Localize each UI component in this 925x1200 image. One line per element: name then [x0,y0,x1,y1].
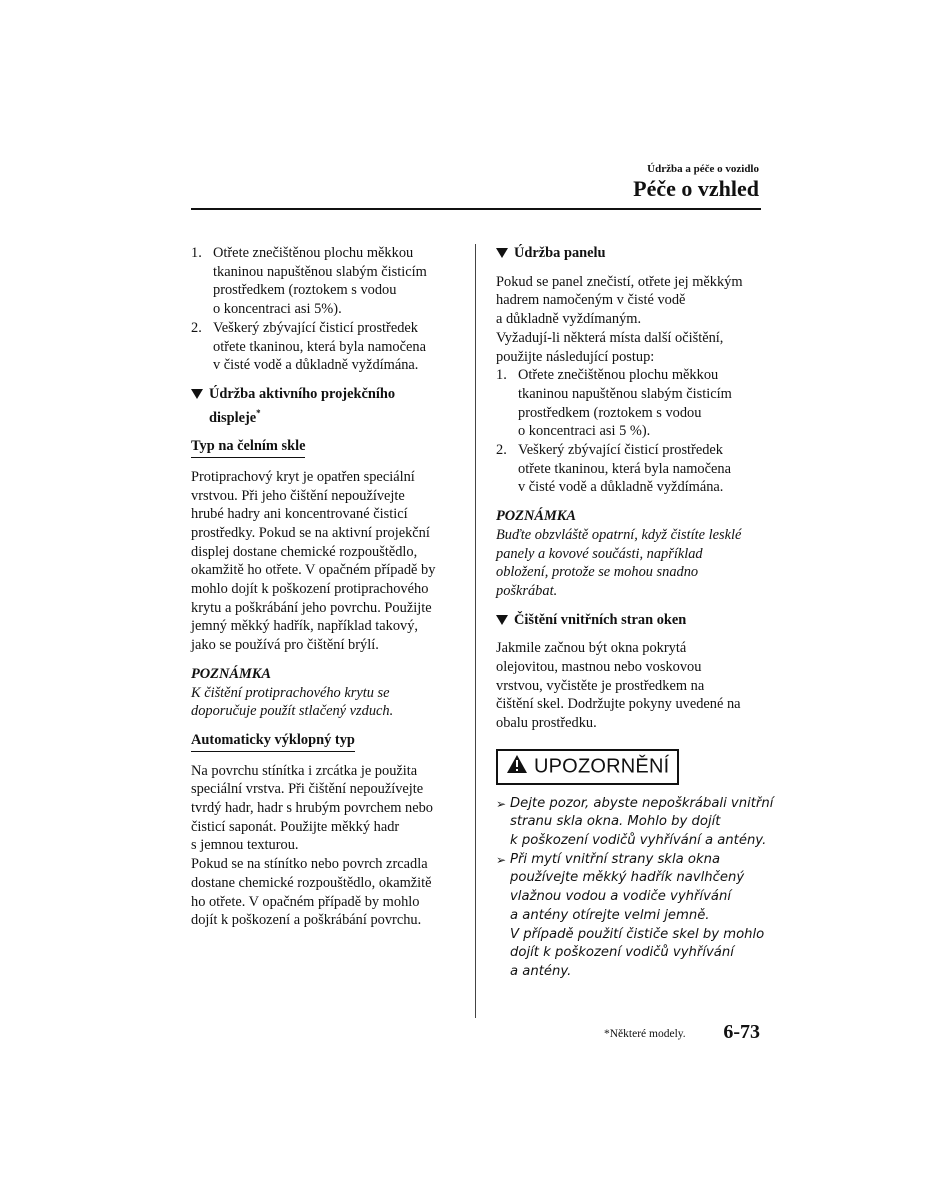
note-text [496,526,762,601]
list-text: prostředkem (roztokem s vodou [213,282,397,299]
section-heading-hud [191,385,459,427]
note-line: Buďte obzvláště opatrní, když čistíte lesklé [496,526,742,543]
paragraph-line: obalu prostředku. [496,715,597,732]
note-label: POZNÁMKA [191,665,271,682]
list-number: 2. [191,319,202,336]
list-text: otřete tkaninou, která byla namočena [518,460,731,477]
note-line: poškrábat. [496,582,558,599]
paragraph-line: hrubé hadry ani koncentrované čisticí [191,506,408,523]
list-item [191,244,459,319]
paragraph-windshield [191,468,459,655]
section-heading-panel [496,244,762,263]
paragraph-line: a důkladně vyždímaným. [496,311,642,328]
paragraph-line: Protiprachový kryt je opatřen speciální [191,468,415,485]
list-text: tkaninou napuštěnou slabým čisticím [518,385,732,402]
paragraph-line: dojít k poškození a poškrábání povrchu. [191,912,422,929]
list-number: 1. [496,367,507,384]
heading-text-line2: displeje [209,409,257,426]
heading-text: Údržba panelu [514,245,606,261]
warning-item [496,851,765,982]
warning-line: V případě použití čističe skel by mohlo [510,926,765,942]
paragraph-panel [496,273,762,367]
list-text: Veškerý zbývající čisticí prostředek [213,319,418,336]
list-item [496,366,762,441]
column-divider [475,244,476,1018]
paragraph-line: čisticí saponát. Použijte měkký hadr [191,818,400,835]
paragraph-line: jako se používá pro čištění brýlí. [191,637,379,654]
list-text: Otřete znečištěnou plochu měkkou [518,367,719,384]
list-text: v čisté vodě a důkladně vyždímána. [518,479,724,496]
paragraph-line: mohlo dojít k poškození protiprachového [191,581,429,598]
list-text: o koncentraci asi 5 %). [518,423,651,440]
warning-line: Při mytí vnitřní strany skla okna [510,851,721,867]
paragraph-line: olejovitou, mastnou nebo voskovou [496,659,702,676]
list-text: v čisté vodě a důkladně vyždímána. [213,357,419,374]
triangle-marker-icon [496,615,508,625]
heading-text: Údržba aktivního projekčního [209,385,396,402]
section-heading-windows [496,611,762,630]
model-asterisk: * [256,407,261,418]
warning-line: stranu skla okna. Mohlo by dojít [510,814,721,830]
arrow-bullet-icon: ➢ [496,796,507,811]
paragraph-line: speciální vrstva. Při čištění nepoužívejte [191,781,424,798]
list-text: Otřete znečištěnou plochu měkkou [213,245,414,261]
list-text: otřete tkaninou, která byla namočena [213,338,426,355]
note-label: POZNÁMKA [496,508,576,525]
warning-line: k poškození vodičů vyhřívání a antény. [510,832,767,848]
section-title: Údržba a péče o vozidlo [647,163,759,175]
list-item [191,319,459,375]
arrow-bullet-icon: ➢ [496,852,507,867]
warning-triangle-icon [506,754,528,780]
paragraph-line: čištění skel. Dodržujte pokyny uvedené na [496,696,741,713]
warning-line: a antény otírejte velmi jemně. [510,907,710,923]
note-text [191,684,459,721]
list-text: tkaninou napuštěnou slabým čisticím [213,263,427,280]
warning-item [496,795,774,851]
subheading-windshield: Typ na čelním skle [191,437,305,458]
warning-line: a antény. [510,963,572,979]
paragraph-line: Pokud se panel znečistí, otřete jej měkkým [496,273,743,290]
paragraph-line: krytu a poškrábání jeho povrchu. Použijte [191,599,432,616]
list-number: 1. [191,245,202,261]
note-line: obložení, protože se mohou snadno [496,564,699,581]
heading-text [209,404,459,428]
footnote: *Některé modely. [604,1028,686,1040]
warning-line: Dejte pozor, abyste nepoškrábali vnitřní [510,795,774,811]
paragraph-line: Na povrchu stínítka i zrcátka je použita [191,762,418,779]
triangle-marker-icon [496,248,508,258]
page-title: Péče o vzhled [633,176,759,201]
warning-title: UPOZORNĚNÍ [534,755,670,778]
paragraph-line: Pokud se na stínítko nebo povrch zrcadla [191,856,428,873]
warning-line: dojít k poškození vodičů vyhřívání [510,945,734,961]
paragraph-line: displej dostane chemické rozpouštědlo, [191,543,418,560]
paragraph-line: okamžitě ho otřete. V opačném případě by [191,562,436,579]
list-text: Veškerý zbývající čisticí prostředek [518,442,723,459]
paragraph-line: vrstvou. Při jeho čištění nepoužívejte [191,487,405,504]
list-text: prostředkem (roztokem s vodou [518,404,702,421]
warning-line: používejte měkký hadřík navlhčený [510,870,745,886]
triangle-marker-icon [191,389,203,399]
paragraph-line: Jakmile začnou být okna pokrytá [496,640,687,657]
paragraph-windows [496,639,762,733]
note-line: panely a kovové součásti, například [496,545,703,562]
list-item [496,441,762,497]
heading-text: Čištění vnitřních stran oken [514,611,687,628]
paragraph-line: prostředky. Pokud se na aktivní projekční [191,524,430,541]
paragraph-line: použijte následující postup: [496,348,655,365]
paragraph-line: tvrdý hadr, hadr s hrubým povrchem nebo [191,800,434,817]
paragraph-line: jemný měkký hadřík, například takový, [191,618,418,635]
paragraph-line: vrstvou, vyčistěte je prostředkem na [496,677,705,694]
warning-box [496,749,679,785]
left-column [191,244,459,930]
paragraph-line: dostane chemické rozpouštědlo, okamžitě [191,874,432,891]
paragraph-line: Vyžadují-li některá místa další očištění, [496,329,724,346]
note-line: K čištění protiprachového krytu se [191,684,390,701]
paragraph-line: s jemnou texturou. [191,837,299,854]
note-line: doporučuje použít stlačený vzduch. [191,703,394,720]
list-text: o koncentraci asi 5%). [213,301,342,318]
paragraph-line: ho otřete. V opačném případě by mohlo [191,893,420,910]
right-column [496,244,774,982]
subheading-auto: Automaticky výklopný typ [191,731,355,752]
header-rule [191,208,761,210]
paragraph-auto [191,762,459,930]
warning-line: vlažnou vodou a vodiče vyhřívání [510,889,732,905]
list-number: 2. [496,442,507,459]
paragraph-line: hadrem namočeným v čisté vodě [496,292,686,309]
page-number: 6-73 [723,1021,760,1043]
